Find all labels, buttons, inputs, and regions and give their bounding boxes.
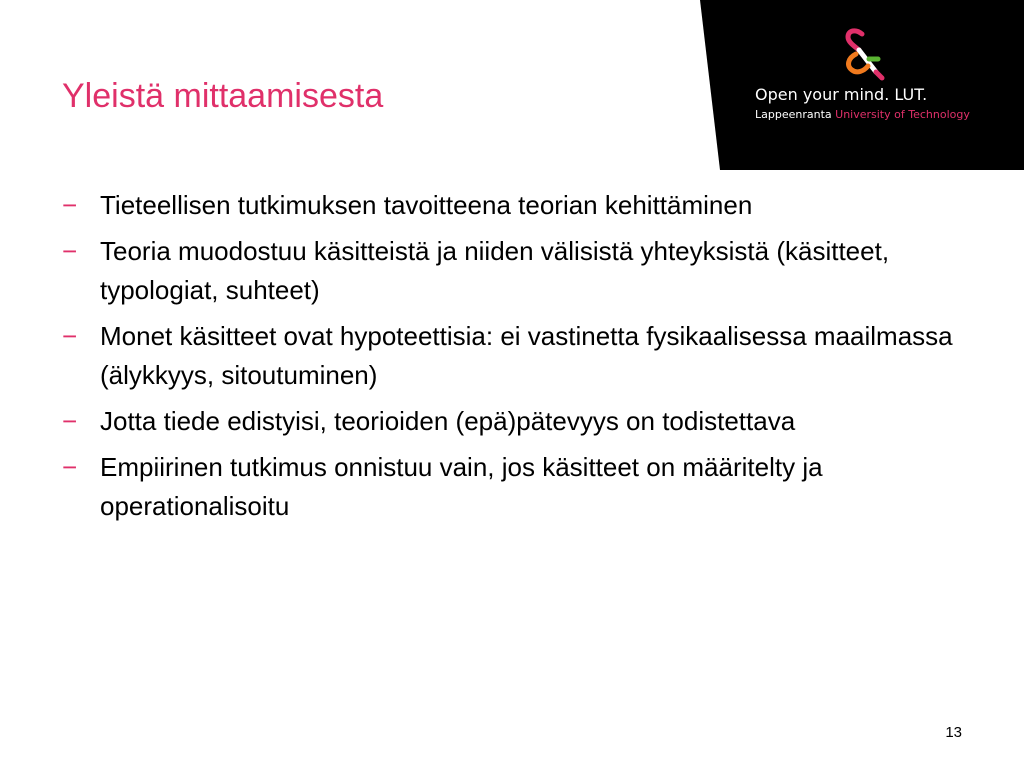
- bullet-item: [62, 232, 992, 310]
- bullet-text: Jotta tiede edistyisi, teorioiden (epä)pätevyys on todistettava: [100, 406, 796, 436]
- slide-title: Yleistä mittaamisesta: [62, 77, 384, 115]
- bullet-item: [62, 186, 992, 225]
- bullet-dash-icon: −: [62, 406, 78, 436]
- bullet-dash-icon: −: [62, 236, 78, 266]
- bullet-text: Empiirinen tutkimus onnistuu vain, jos käsitteet on määritelty ja operationalisoitu: [100, 452, 823, 521]
- bullet-item: [62, 448, 992, 526]
- bullet-text: Teoria muodostuu käsitteistä ja niiden välisistä yhteyksistä (käsitteet, typologiat, suhteet): [100, 236, 890, 305]
- bullet-item: [62, 402, 992, 441]
- logo-subtitle-prefix: Lappeenranta: [755, 108, 832, 121]
- lut-logo-panel: [700, 0, 1024, 170]
- bullet-text: Monet käsitteet ovat hypoteettisia: ei vastinetta fysikaalisessa maailmassa (älykkyys, sitoutuminen): [100, 321, 953, 390]
- bullet-list: [62, 186, 992, 533]
- ampersand-logo-icon: [840, 28, 886, 82]
- bullet-dash-icon: −: [62, 321, 78, 351]
- logo-subtitle: [755, 107, 970, 122]
- logo-tagline: Open your mind. LUT.: [755, 85, 928, 104]
- page-number: 13: [945, 724, 962, 741]
- bullet-dash-icon: −: [62, 190, 78, 220]
- bullet-dash-icon: −: [62, 452, 78, 482]
- logo-subtitle-accent: University of Technology: [835, 108, 970, 121]
- bullet-item: [62, 317, 992, 395]
- bullet-text: Tieteellisen tutkimuksen tavoitteena teorian kehittäminen: [100, 190, 753, 220]
